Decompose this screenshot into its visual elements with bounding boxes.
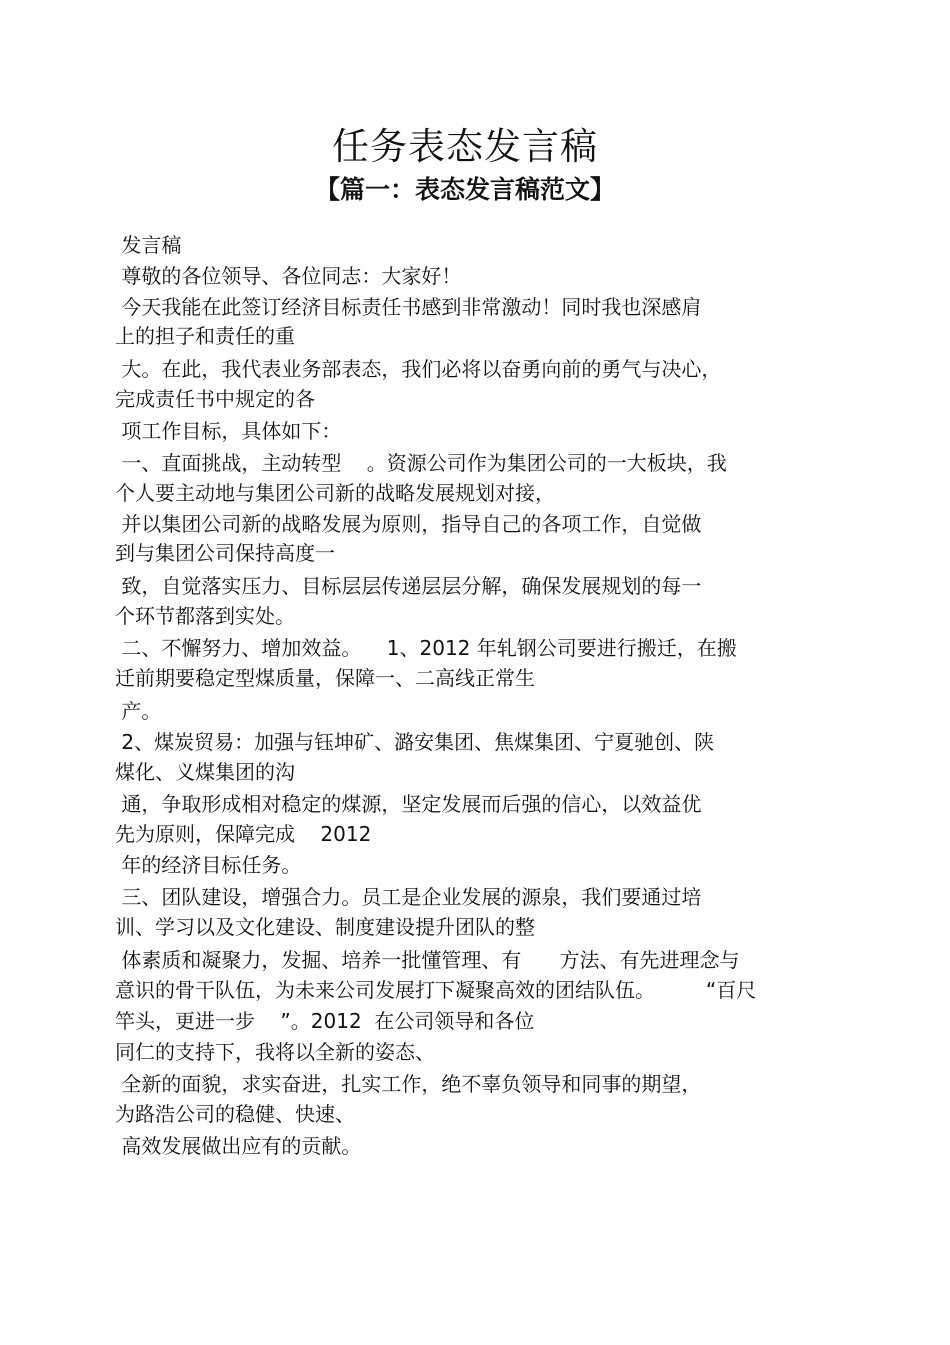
text-line: 项工作目标，具体如下： [115,419,342,443]
text-line: 二、不懈努力、增加效益。 1、2012 年轧钢公司要进行搬迁，在搬 [115,636,737,660]
text-line: 大。在此，我代表业务部表态，我们必将以奋勇向前的勇气与决心， [115,357,722,381]
text-line: 并以集团公司新的战略发展为原则，指导自己的各项工作，自觉做 [115,512,702,536]
text-line: 2、煤炭贸易：加强与钰坤矿、潞安集团、焦煤集团、宁夏驰创、陕 [115,730,715,754]
document-subtitle: 【篇一：表态发言稿范文】 [314,175,615,204]
text-line: 全新的面貌，求实奋进，扎实工作，绝不辜负领导和同事的期望， [115,1072,702,1096]
text-line: 先为原则，保障完成 2012 [115,822,372,846]
text-line: 高效发展做出应有的贡献。 [115,1134,362,1158]
text-line: 个环节都落到实处。 [115,604,295,628]
text-line: 尊敬的各位领导、各位同志：大家好！ [115,264,462,288]
text-line: 到与集团公司保持高度一 [115,541,335,565]
text-line: 同仁的支持下，我将以全新的姿态、 [115,1040,435,1064]
text-line: 完成责任书中规定的各 [115,387,315,411]
text-line: 意识的骨干队伍，为未来公司发展打下凝聚高效的团结队伍。 “百尺 [115,978,757,1002]
text-line: 上的担子和责任的重 [115,324,295,348]
text-line: 为路浩公司的稳健、快速、 [115,1102,355,1126]
text-line: 致，自觉落实压力、目标层层传递层层分解，确保发展规划的每一 [115,574,702,598]
text-line: 训、学习以及文化建设、制度建设提升团队的整 [115,915,535,939]
text-line: 三、团队建设，增强合力。员工是企业发展的源泉，我们要通过培 [115,885,702,909]
text-line: 体素质和凝聚力，发掘、培养一批懂管理、有 方法、有先进理念与 [115,948,740,972]
text-line: 竿头，更进一步 ”。2012 在公司领导和各位 [115,1009,535,1033]
text-line: 通，争取形成相对稳定的煤源，坚定发展而后强的信心，以效益优 [115,792,702,816]
text-line: 年的经济目标任务。 [115,853,302,877]
text-line: 一、直面挑战，主动转型 。资源公司作为集团公司的一大板块，我 [115,451,727,475]
text-line: 迁前期要稳定型煤质量，保障一、二高线正常生 [115,666,535,690]
document-title: 任务表态发言稿 [332,125,598,168]
text-line: 煤化、义煤集团的沟 [115,760,295,784]
text-line: 发言稿 [115,233,182,257]
text-line: 今天我能在此签订经济目标责任书感到非常激动！同时我也深感肩 [115,295,702,319]
text-line: 个人要主动地与集团公司新的战略发展规划对接， [115,481,555,505]
text-line: 产。 [115,699,162,723]
